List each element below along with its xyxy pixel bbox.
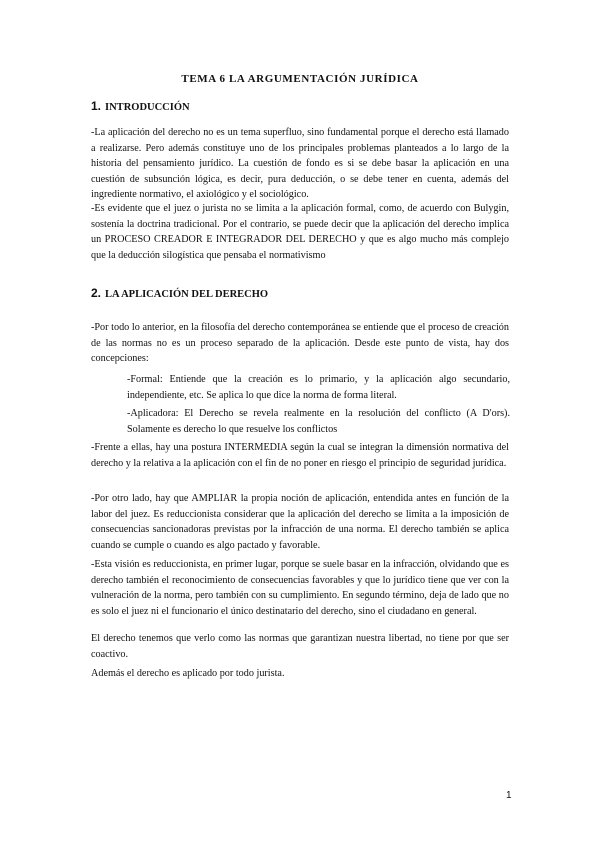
paragraph: -Esta visión es reduccionista, en primer lugar, porque se suele basar en la infracción, olvidando que es derecho también el reconocimiento de consecuencias favorables y que lo jurídico tiene que ver con la vulneración de la norma, pero también con su cumplimiento. En segundo término, deja de lado que no es solo el juez ni el funcionario el único destinatario del derecho, sino el ciudadano en general. bbox=[91, 559, 509, 617]
section-1-heading bbox=[91, 99, 190, 113]
paragraph: -Por otro lado, hay que AMPLIAR la propia noción de aplicación, entendida antes en función de la labor del juez. Es reduccionista considerar que la aplicación del derecho se limita a la imposición de consecuencias sancionadoras previstas por la infracción de una norma. El derecho también se aplica cuando se cumple o cuando es algo pactado y favorable. bbox=[91, 493, 509, 551]
paragraph: -La aplicación del derecho no es un tema superfluo, sino fundamental porque el derecho está llamado a realizarse. Pero además constituye uno de los principales problemas planteados a lo largo de la historia del pensamiento jurídico. La cuestión de fondo es si se debe basar la aplicación en una cuestión de subsunción lógica, es decir, pura deducción, o se debe tener en cuenta, además del ingrediente normativo, el axiológico y el sociológico. bbox=[91, 127, 509, 201]
section-2-number: 2. bbox=[91, 286, 102, 300]
paragraph: -Por todo lo anterior, en la filosofía del derecho contemporánea se entiende que el proceso de creación de las normas no es un proceso separado de la aplicación. Desde este punto de vista, hay dos concepciones: bbox=[91, 322, 509, 365]
paragraph: Además el derecho es aplicado por todo jurista. bbox=[91, 668, 285, 679]
paragraph: El derecho tenemos que verlo como las normas que garantizan nuestra libertad, no tiene por que ser coactivo. bbox=[91, 633, 509, 660]
section-2-title: LA APLICACIÓN DEL DERECHO bbox=[105, 289, 269, 300]
paragraph-aplicadora: -Aplicadora: El Derecho se revela realmente en la resolución del conflicto (A D'ors). Solamente es derecho lo que resuelve los conflictos bbox=[127, 408, 510, 435]
section-2-heading bbox=[91, 286, 268, 300]
page-number: 1 bbox=[506, 790, 512, 801]
paragraph-formal: -Formal: Entiende que la creación es lo primario, y la aplicación algo secundario, independiente, etc. Se aplica lo que dice la norma de forma literal. bbox=[127, 374, 510, 401]
paragraph: -Frente a ellas, hay una postura INTERMEDIA según la cual se integran la dimensión normativa del derecho y la relativa a la aplicación con el fin de no poner en riesgo el principio de seguridad jurídica. bbox=[91, 442, 509, 469]
section-1-number: 1. bbox=[91, 99, 102, 113]
section-1-title: INTRODUCCIÓN bbox=[105, 102, 190, 113]
document-title: TEMA 6 LA ARGUMENTACIÓN JURÍDICA bbox=[181, 73, 419, 85]
paragraph: -Es evidente que el juez o jurista no se limita a la aplicación formal, como, de acuerdo con Bulygin, sostenía la doctrina tradicional. Por el contrario, se puede decir que la aplicación del derecho implica un PROCESO CREADOR E INTEGRADOR DEL DERECHO y que es algo mucho más complejo que la deducción silogística que pensaba el normativismo bbox=[91, 203, 509, 261]
